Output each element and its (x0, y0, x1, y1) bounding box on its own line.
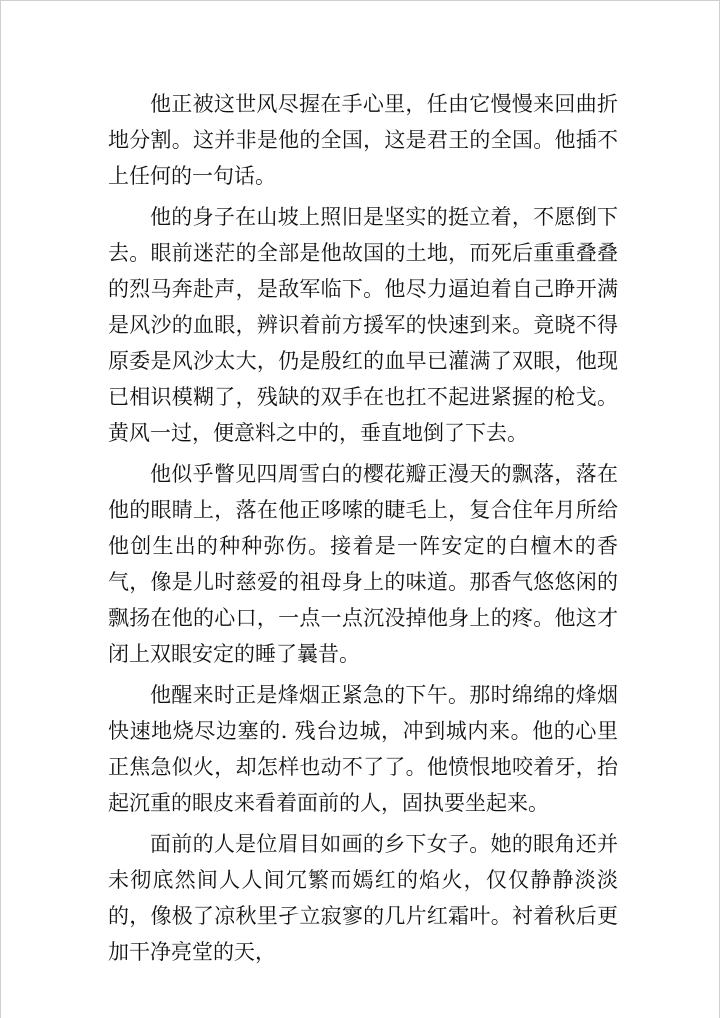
paragraph-4: 他醒来时正是烽烟正紧急的下午。那时绵绵的烽烟快速地烧尽边塞的. 残台边城，冲到城内来。他的心里正焦急似火，却怎样也动不了了。他愤恨地咬着牙，抬起沉重的眼皮来看着面前的人，固执要坐起来。 (108, 683, 618, 815)
paragraph-3: 他似乎瞥见四周雪白的樱花瓣正漫天的飘落，落在他的眼睛上，落在他正哆嗦的睫毛上，复合住年月所给他创生出的种种弥伤。接着是一阵安定的白檀木的香气，像是儿时慈爱的祖母身上的味道。那香气悠悠闲的飘扬在他的心口，一点一点沉没掉他身上的疼。他这才闭上双眼安定的睡了曩昔。 (108, 462, 618, 666)
page-border-left (0, 0, 1, 1018)
document-body (108, 86, 618, 975)
page-border-top (0, 0, 720, 1)
paragraph-1: 他正被这世风尽握在手心里，任由它慢慢来回曲折地分割。这并非是他的全国，这是君王的全国。他插不上任何的一句话。 (108, 92, 618, 188)
paragraph-5: 面前的人是位眉目如画的乡下女子。她的眼角还并未彻底然间人人间冗繁而嫣红的焰火，仅仅静静淡淡的，像极了凉秋里孑立寂寥的几片红霜叶。衬着秋后更加干净亮堂的天， (108, 832, 618, 964)
paragraph-2: 他的身子在山坡上照旧是坚实的挺立着，不愿倒下去。眼前迷茫的全部是他故国的土地，而死后重重叠叠的烈马奔赴声，是敌军临下。他尽力逼迫着自己睁开满是风沙的血眼，辨识着前方援军的快速到来。竟晓不得原委是风沙太大，仍是殷红的血早已灌满了双眼，他现已相识模糊了，残缺的双手在也扛不起进紧握的枪戈。黄风一过，便意料之中的，垂直地倒了下去。 (108, 205, 618, 445)
